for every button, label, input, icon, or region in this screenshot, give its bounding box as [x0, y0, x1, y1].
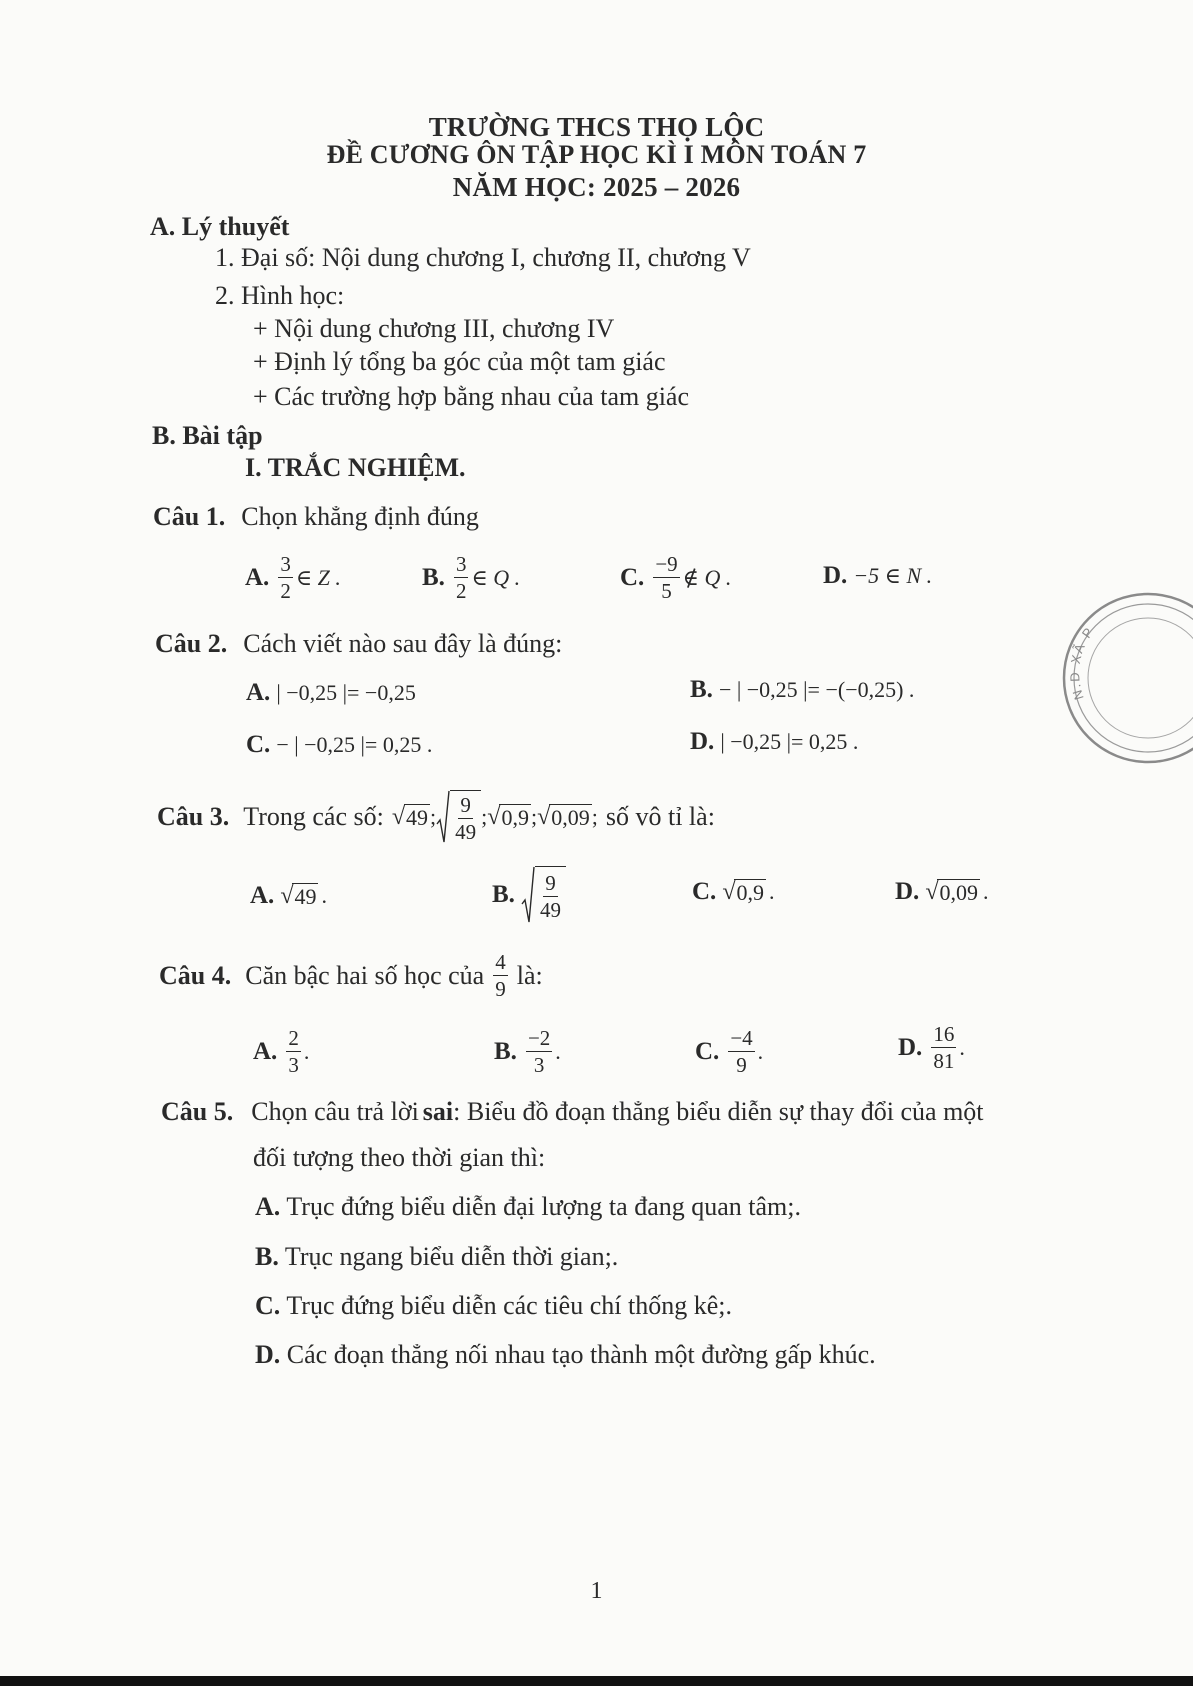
fraction — [493, 952, 508, 1000]
option-text: Các đoạn thẳng nối nhau tạo thành một đường gấp khúc. — [286, 1340, 876, 1369]
option-letter: D. — [690, 728, 715, 755]
numerator: −2 — [527, 1026, 551, 1050]
denominator: 49 — [539, 897, 561, 922]
exercises-heading: B. Bài tập — [152, 421, 263, 450]
official-stamp — [1058, 588, 1193, 768]
option-letter: A. — [246, 679, 271, 706]
separator: ; — [481, 804, 488, 829]
theory-heading: A. Lý thuyết — [150, 212, 290, 241]
option-letter: A. — [253, 1038, 278, 1065]
option-letter: D. — [898, 1034, 923, 1061]
option-letter: B. — [494, 1038, 517, 1065]
option-expression: | −0,25 |= 0,25 . — [720, 729, 859, 754]
option-punctuation: . — [959, 1035, 965, 1060]
question-label: Câu 3. — [157, 802, 230, 831]
stamp-text: N.D XÃ P — [1067, 623, 1098, 702]
fraction — [455, 792, 477, 844]
numerator: 16 — [933, 1022, 955, 1046]
question-text-pre: Chọn câu trả lời — [251, 1097, 419, 1126]
numerator: 3 — [280, 552, 291, 576]
radicand: 49 — [294, 883, 317, 909]
option-letter: C. — [255, 1291, 281, 1320]
multiple-choice-heading: I. TRẮC NGHIỆM. — [245, 453, 466, 482]
option-expression: − | −0,25 |= 0,25 . — [276, 732, 433, 757]
sqrt-expression: √ 0,09 — [537, 803, 590, 830]
option-punctuation: . — [757, 1039, 764, 1064]
option-text: Trục đứng biểu diễn đại lượng ta đang quan tâm;. — [286, 1192, 801, 1221]
question-text: Cách viết nào sau đây là đúng: — [243, 629, 563, 658]
denominator: 2 — [280, 579, 291, 603]
separator: ; — [591, 804, 598, 829]
option-letter: D. — [823, 562, 848, 589]
q1-option-a — [245, 554, 341, 602]
q1-option-d — [823, 562, 932, 590]
radicand: 0,09 — [551, 804, 590, 830]
theory-item-algebra: 1. Đại số: Nội dung chương I, chương II, chương V — [215, 243, 751, 272]
document-title: ĐỀ CƯƠNG ÔN TẬP HỌC KÌ I MÔN TOÁN 7 — [326, 140, 867, 169]
school-name: TRƯỜNG THCS THỌ LỘC — [428, 112, 765, 142]
sqrt-fraction-expression — [521, 866, 566, 924]
numerator: 9 — [545, 870, 556, 895]
q1-option-c — [620, 554, 731, 602]
q4-option-b — [494, 1028, 561, 1076]
option-text: Trục đứng biểu diễn các tiêu chí thống kê;. — [286, 1291, 732, 1320]
question-text-after: là: — [516, 961, 543, 990]
numerator: 2 — [288, 1026, 299, 1050]
separator: ; — [530, 804, 538, 829]
radicand: 0,9 — [501, 804, 529, 830]
option-expression: − | −0,25 |= −(−0,25) . — [718, 677, 915, 702]
svg-text:N.D XÃ P — [1067, 623, 1097, 701]
theory-subitem-theorem: + Định lý tổng ba góc của một tam giác — [253, 347, 666, 376]
option-punctuation: . — [982, 879, 989, 904]
q2-option-b — [690, 676, 914, 704]
option-letter: C. — [620, 564, 645, 591]
option-letter: A. — [250, 882, 275, 909]
option-letter: B. — [255, 1242, 279, 1271]
radical-sign-icon — [521, 866, 535, 924]
question-3 — [157, 790, 715, 844]
option-letter: B. — [492, 881, 515, 908]
numerator: −9 — [655, 552, 678, 576]
sqrt-expression: √ 0,9 — [487, 803, 529, 830]
radical-sign-icon — [436, 790, 450, 844]
question-label: Câu 4. — [159, 961, 232, 990]
option-expression: ∈ Q . — [471, 565, 521, 590]
page-number: 1 — [590, 1578, 603, 1604]
theory-subitem-chapters: + Nội dung chương III, chương IV — [253, 314, 615, 343]
question-text-line2: đối tượng theo thời gian thì: — [253, 1143, 546, 1172]
fraction — [278, 554, 293, 602]
option-letter: B. — [690, 676, 713, 703]
denominator: 5 — [661, 579, 672, 603]
option-expression: ∈ Z . — [295, 565, 341, 590]
numerator: 3 — [455, 552, 467, 576]
question-text-after: số vô tỉ là: — [605, 802, 715, 831]
option-letter: A. — [255, 1192, 281, 1221]
question-text-before: Căn bậc hai số học của — [245, 961, 485, 990]
question-label: Câu 1. — [153, 502, 226, 531]
q3-option-b — [492, 866, 566, 924]
sqrt-expression: √ 0,9 — [722, 878, 764, 905]
numerator: −4 — [730, 1026, 753, 1050]
fraction — [286, 1028, 301, 1076]
question-5 — [161, 1097, 984, 1127]
denominator: 9 — [736, 1053, 747, 1077]
question-4 — [159, 952, 543, 1000]
fraction — [539, 870, 561, 922]
sqrt-expression: √ 49 — [280, 882, 317, 909]
radicand: 0,9 — [736, 879, 764, 905]
denominator: 2 — [455, 579, 467, 603]
theory-item-geometry: 2. Hình học: — [215, 281, 345, 310]
option-punctuation: . — [768, 879, 775, 904]
option-letter: D. — [255, 1340, 281, 1369]
radicand: 49 — [406, 804, 429, 830]
q5-option-a — [255, 1192, 801, 1222]
scan-edge — [0, 1676, 1193, 1686]
option-expression: | −0,25 |= −0,25 — [276, 680, 416, 705]
fraction — [526, 1028, 552, 1076]
option-letter: B. — [422, 564, 445, 591]
q2-option-a — [246, 679, 416, 707]
option-punctuation: . — [321, 883, 327, 908]
school-year: NĂM HỌC: 2025 – 2026 — [452, 172, 741, 202]
sqrt-expression: √ 49 — [391, 803, 429, 830]
q5-option-d — [255, 1340, 876, 1370]
sqrt-fraction-expression — [436, 790, 481, 844]
option-letter: C. — [692, 878, 717, 905]
option-letter: A. — [245, 564, 270, 591]
question-text-before: Trong các số: — [243, 802, 384, 831]
denominator: 3 — [288, 1053, 299, 1077]
option-expression: ∉ Q . — [682, 565, 732, 590]
q4-option-d — [898, 1024, 965, 1072]
fraction — [653, 554, 679, 602]
denominator: 49 — [455, 819, 477, 844]
option-letter: C. — [695, 1038, 720, 1065]
question-label: Câu 2. — [155, 629, 228, 658]
separator: ; — [430, 804, 437, 829]
option-punctuation: . — [303, 1039, 310, 1064]
denominator: 81 — [933, 1049, 955, 1073]
option-text: Trục ngang biểu diễn thời gian;. — [284, 1242, 619, 1271]
question-text-post: : Biểu đồ đoạn thẳng biểu diễn sự thay đổi của một — [453, 1097, 984, 1126]
option-punctuation: . — [555, 1039, 561, 1064]
question-2 — [155, 629, 562, 659]
radicand: 0,09 — [939, 879, 978, 905]
q2-option-c — [246, 731, 432, 759]
option-letter: C. — [246, 731, 271, 758]
sqrt-expression: √ 0,09 — [925, 878, 978, 905]
q4-option-a — [253, 1028, 309, 1076]
q4-option-c — [695, 1028, 763, 1076]
question-text-emphasis: sai — [422, 1097, 454, 1126]
fraction — [728, 1028, 754, 1076]
q3-option-d — [895, 878, 988, 906]
fraction — [454, 554, 469, 602]
option-letter: D. — [895, 878, 920, 905]
q3-option-c — [692, 878, 774, 906]
denominator: 9 — [495, 977, 506, 1001]
q5-option-b — [255, 1242, 618, 1272]
q5-option-c — [255, 1291, 732, 1321]
question-text: Chọn khẳng định đúng — [241, 502, 479, 531]
denominator: 3 — [533, 1053, 545, 1077]
fraction — [931, 1024, 956, 1072]
q1-option-b — [422, 554, 520, 602]
q2-option-d — [690, 728, 858, 756]
question-label: Câu 5. — [161, 1097, 234, 1126]
q3-option-a — [250, 882, 327, 910]
theory-subitem-congruence: + Các trường hợp bằng nhau của tam giác — [253, 382, 690, 411]
numerator: 4 — [495, 950, 506, 974]
option-expression: −5 ∈ N . — [853, 563, 933, 588]
question-1 — [153, 502, 479, 532]
numerator: 9 — [460, 792, 471, 817]
